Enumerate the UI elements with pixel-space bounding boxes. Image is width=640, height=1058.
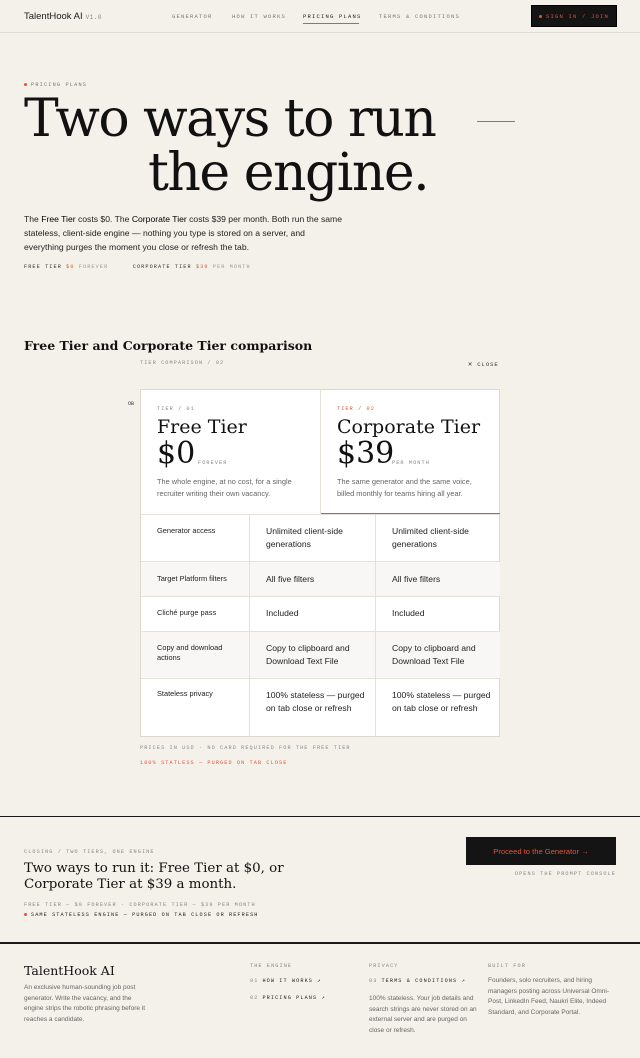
footer-link-how-it-works[interactable]: 01 HOW IT WORKS ↗ bbox=[250, 978, 322, 984]
tier-price: $39 bbox=[337, 436, 395, 471]
hero-title-line-1: Two ways to run bbox=[24, 89, 436, 149]
comparison-card bbox=[140, 389, 500, 737]
hero-price-row: FREE TIER $0 FOREVER CORPORATE TIER $39 PER MONTH bbox=[24, 264, 251, 270]
tier-name: Free Tier bbox=[157, 416, 247, 438]
table-row bbox=[141, 678, 500, 737]
table-row bbox=[141, 596, 500, 631]
closing-stateless-line: SAME STATELESS ENGINE — PURGED ON TAB CLOSE OR REFRESH bbox=[24, 912, 259, 918]
footer-link-terms[interactable]: 03 TERMS & CONDITIONS ↗ bbox=[369, 978, 466, 984]
closing-title: Two ways to run it: Free Tier at $0, or Corporate Tier at $39 a month. bbox=[24, 861, 284, 892]
footer-heading-engine: THE ENGINE bbox=[250, 963, 293, 969]
close-button[interactable]: ✕ CLOSE bbox=[468, 361, 499, 369]
closing-eyebrow: CLOSING / TWO TIERS, ONE ENGINE bbox=[24, 849, 155, 855]
footer-heading-built-for: BUILT FOR bbox=[488, 963, 526, 969]
feature-label: Stateless privacy bbox=[157, 689, 213, 698]
footer-link-pricing-plans[interactable]: 02 PRICING PLANS ↗ bbox=[250, 995, 326, 1001]
nav-active-underline bbox=[303, 23, 359, 24]
proceed-to-generator-button[interactable]: Proceed to the Generator → bbox=[466, 837, 616, 865]
tier-description: The whole engine, at no cost, for a single recruiter writing their own vacancy. bbox=[157, 477, 292, 498]
footer-brand[interactable]: TalentHook AI bbox=[24, 963, 115, 978]
free-cell: Copy to clipboard and Download Text File bbox=[266, 643, 350, 666]
feature-label: Target Platform filters bbox=[157, 574, 227, 583]
nav-pricing-plans[interactable]: PRICING PLANS bbox=[303, 13, 362, 20]
side-marker: OB bbox=[128, 401, 135, 407]
closing-price-line: FREE TIER — $0 FOREVER · CORPORATE TIER — $39 PER MONTH bbox=[24, 902, 256, 908]
corporate-tier-column bbox=[321, 390, 500, 514]
dot-icon bbox=[24, 913, 27, 916]
hero-eyebrow: PRICING PLANS bbox=[24, 82, 87, 88]
comparison-eyebrow: TIER COMPARISON / 02 bbox=[140, 360, 225, 366]
dot-icon bbox=[24, 83, 27, 86]
nav-how-it-works[interactable]: HOW IT WORKS bbox=[232, 13, 287, 20]
hero-lede: The Free Tier costs $0. The Corporate Tier costs $39 per month. Both run the same stateless, client-side engine — nothing you type is stored on a server, and everything purges the moment you close or refresh the tab. bbox=[24, 214, 342, 252]
version-label: V1.0 bbox=[85, 14, 103, 21]
close-icon: ✕ bbox=[468, 361, 474, 369]
footer-built-for-text: Founders, solo recruiters, and hiring managers posting across Universal Omni-Post, LinkedIn Feed, Naukri Elite, Indeed Standard, and Corporate Portal. bbox=[488, 977, 610, 1016]
tier-period: FOREVER bbox=[198, 460, 228, 466]
logo[interactable]: TalentHook AI V1.0 bbox=[24, 11, 103, 22]
sign-in-button[interactable]: SIGN IN / JOIN bbox=[531, 5, 617, 27]
button-note: OPENS THE PROMPT CONSOLE bbox=[514, 871, 616, 877]
tier-period: PER MONTH bbox=[392, 460, 430, 466]
corporate-cell: All five filters bbox=[392, 574, 441, 584]
table-row bbox=[141, 631, 500, 678]
table-row bbox=[141, 561, 500, 596]
free-cell: Included bbox=[266, 608, 299, 618]
nav-terms[interactable]: TERMS & CONDITIONS bbox=[379, 13, 461, 20]
closing-section bbox=[0, 816, 640, 944]
corporate-cell: Copy to clipboard and Download Text File bbox=[392, 643, 476, 666]
hero-title-line-2: the engine. bbox=[148, 143, 429, 203]
footer-privacy-text: 100% stateless. Your job details and search strings are never stored on an external server and are purged on close or refresh. bbox=[369, 995, 477, 1034]
tier-price: $0 bbox=[157, 436, 196, 471]
free-cell: Unlimited client-side generations bbox=[266, 526, 343, 549]
feature-label: Generator access bbox=[157, 526, 216, 535]
pricing-note: PRICES IN USD · NO CARD REQUIRED FOR THE FREE TIER bbox=[140, 745, 351, 751]
footer-heading-privacy: PRIVACY bbox=[369, 963, 399, 969]
corporate-cell: Unlimited client-side generations bbox=[392, 526, 469, 549]
corporate-cell: Included bbox=[392, 608, 425, 618]
comparison-title: Free Tier and Corporate Tier comparison bbox=[24, 338, 313, 353]
dot-icon bbox=[539, 15, 542, 18]
corporate-cell: 100% stateless — purged on tab close or refresh bbox=[392, 690, 491, 713]
table-row bbox=[141, 514, 500, 561]
accent-rule bbox=[477, 121, 515, 122]
feature-label: Cliché purge pass bbox=[157, 608, 217, 617]
feature-label: Copy and download actions bbox=[157, 643, 223, 662]
free-cell: All five filters bbox=[266, 574, 315, 584]
tier-description: The same generator and the same voice, billed monthly for teams hiring all year. bbox=[337, 477, 472, 498]
free-tier-column bbox=[141, 390, 321, 514]
tier-label: TIER / 01 bbox=[157, 406, 195, 412]
stateless-note: 100% STATLESS — PURGED ON TAB CLOSE bbox=[140, 760, 288, 766]
tier-name: Corporate Tier bbox=[337, 416, 481, 438]
footer-description: An exclusive human-sounding job post generator. Write the vacancy, and the engine strips the robotic phrasing before it reaches a candidate. bbox=[24, 984, 146, 1023]
tier-label: TIER / 02 bbox=[337, 406, 375, 412]
free-cell: 100% stateless — purged on tab close or refresh bbox=[266, 690, 365, 713]
nav-generator[interactable]: GENERATOR bbox=[172, 13, 213, 20]
